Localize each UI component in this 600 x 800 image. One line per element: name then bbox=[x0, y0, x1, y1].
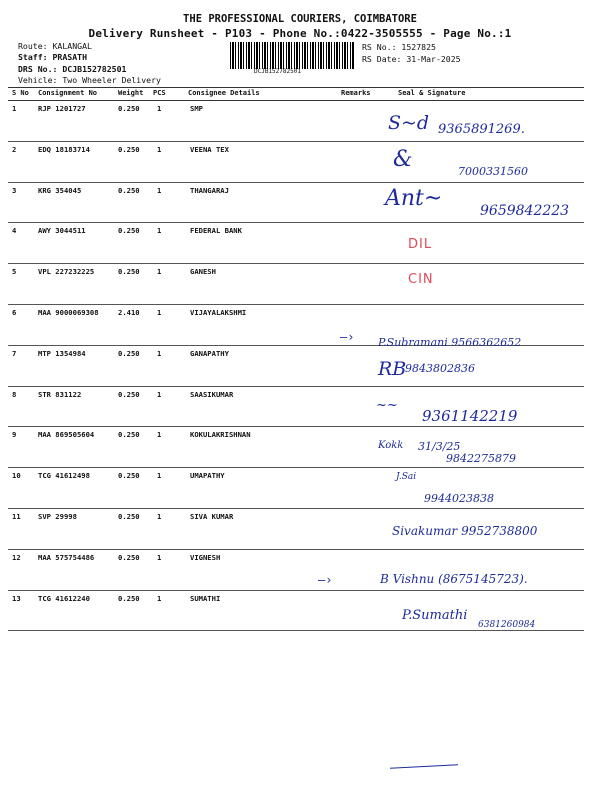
cell-consignment: MTP 1354984 bbox=[38, 348, 86, 358]
cell-sno: 13 bbox=[12, 593, 21, 603]
barcode-text: DCJB152782501 bbox=[254, 68, 301, 75]
cell-consignment: AWY 3044511 bbox=[38, 226, 86, 236]
cell-sno: 4 bbox=[12, 226, 17, 236]
signature-row-2: & bbox=[393, 147, 413, 172]
cell-consignee: GANAPATHY bbox=[190, 348, 229, 358]
cell-pcs: 1 bbox=[157, 144, 162, 154]
handwritten-phone-row-1: 9365891269. bbox=[438, 122, 525, 137]
cell-weight: 0.250 bbox=[118, 267, 140, 277]
cell-consignee: SMP bbox=[190, 104, 203, 113]
col-signature: Seal & Signature bbox=[398, 89, 466, 97]
cell-pcs: 1 bbox=[157, 185, 162, 195]
rs-number: RS No.: 1527825 bbox=[362, 42, 436, 52]
cell-pcs: 1 bbox=[157, 308, 162, 317]
cell-consignment: TCG 41612498 bbox=[38, 471, 90, 481]
table-row bbox=[8, 467, 584, 509]
cell-weight: 0.250 bbox=[118, 348, 140, 358]
cell-pcs: 1 bbox=[157, 471, 162, 481]
cell-consignee: SUMATHI bbox=[190, 593, 221, 603]
route-label: Route: KALANGAL bbox=[18, 41, 92, 51]
handwritten-phone-row-9: 9361142219 bbox=[422, 407, 518, 425]
cell-consignment: MAA 9000069308 bbox=[38, 308, 99, 317]
cell-consignment: EDQ 18183714 bbox=[38, 144, 90, 154]
handwritten-name-row-11: J.Sai bbox=[396, 472, 417, 482]
cell-consignment: STR 831122 bbox=[38, 389, 82, 399]
cell-weight: 0.250 bbox=[118, 226, 140, 236]
cell-consignment: RJP 1201727 bbox=[38, 104, 86, 113]
handwritten-receiver-row-13: B Vishnu (8675145723). bbox=[380, 572, 528, 586]
cell-consignment: SVP 29998 bbox=[38, 512, 77, 521]
cell-pcs: 1 bbox=[157, 552, 162, 562]
cell-pcs: 1 bbox=[157, 226, 162, 236]
cell-pcs: 1 bbox=[157, 430, 162, 440]
table-header bbox=[8, 87, 584, 101]
table-row bbox=[8, 222, 584, 264]
col-remarks: Remarks bbox=[341, 89, 371, 97]
cell-pcs: 1 bbox=[157, 348, 162, 358]
col-sno: S No bbox=[12, 89, 29, 97]
handwritten-name-row-14: P.Sumathi bbox=[402, 608, 468, 623]
cell-weight: 0.250 bbox=[118, 389, 140, 399]
cell-consignee: VIGNESH bbox=[190, 552, 221, 562]
handwritten-phone-row-14: 6381260984 bbox=[478, 620, 536, 630]
cell-consignee: VEENA TEX bbox=[190, 144, 229, 154]
col-consignee: Consignee Details bbox=[188, 89, 260, 97]
cell-consignee: SAASIKUMAR bbox=[190, 389, 234, 399]
drs-barcode bbox=[230, 42, 355, 69]
handwritten-receiver-row-7: P.Subramani 9566362652 bbox=[378, 336, 522, 349]
signature-row-3: Ant~ bbox=[385, 186, 443, 211]
handwritten-phone-row-10: 9842275879 bbox=[446, 452, 516, 465]
cell-consignment: VPL 227232225 bbox=[38, 267, 95, 277]
drs-label: DRS No.: DCJB152782501 bbox=[18, 64, 127, 74]
col-consignment: Consignment No bbox=[38, 89, 98, 97]
signature-row-8: RB bbox=[378, 358, 407, 380]
cell-weight: 0.250 bbox=[118, 552, 140, 562]
cell-weight: 2.410 bbox=[118, 308, 140, 317]
cell-sno: 5 bbox=[12, 267, 17, 277]
cell-pcs: 1 bbox=[157, 267, 162, 277]
cell-sno: 6 bbox=[12, 308, 17, 317]
arrow-mark-row-7: —› bbox=[340, 330, 355, 344]
cell-sno: 3 bbox=[12, 185, 17, 195]
cell-sno: 12 bbox=[12, 552, 21, 562]
signature-row-9: ~~ bbox=[376, 398, 398, 413]
cell-sno: 9 bbox=[12, 430, 17, 440]
col-pcs: PCS bbox=[153, 89, 166, 97]
cell-consignment: MAA 869505604 bbox=[38, 430, 95, 440]
cell-pcs: 1 bbox=[157, 389, 162, 399]
runsheet-title: THE PROFESSIONAL COURIERS, COIMBATORE bbox=[183, 13, 417, 25]
runsheet-subtitle: Delivery Runsheet - P103 - Phone No.:0422-3505555 - Page No.:1 bbox=[88, 27, 512, 40]
handwritten-phone-row-3: 9659842223 bbox=[480, 203, 570, 219]
cell-weight: 0.250 bbox=[118, 593, 140, 603]
cell-weight: 0.250 bbox=[118, 471, 140, 481]
handwritten-phone-row-8: 9843802836 bbox=[405, 362, 475, 375]
cell-pcs: 1 bbox=[157, 104, 162, 113]
cell-sno: 2 bbox=[12, 144, 17, 154]
rs-date: RS Date: 31-Mar-2025 bbox=[362, 54, 461, 64]
cell-consignee: VIJAYALAKSHMI bbox=[190, 308, 247, 317]
remark-row-4: DIL bbox=[408, 237, 433, 252]
cell-sno: 10 bbox=[12, 471, 21, 481]
handwritten-phone-row-2: 7000331560 bbox=[458, 165, 528, 178]
cell-consignee: GANESH bbox=[190, 267, 216, 277]
cell-consignee: UMAPATHY bbox=[190, 471, 225, 481]
cell-weight: 0.250 bbox=[118, 430, 140, 440]
cell-pcs: 1 bbox=[157, 593, 162, 603]
cell-consignee: KOKULAKRISHNAN bbox=[190, 430, 251, 440]
cell-sno: 7 bbox=[12, 348, 17, 358]
handwritten-phone-row-11: 9944023838 bbox=[424, 492, 494, 505]
cell-sno: 1 bbox=[12, 104, 17, 113]
cell-weight: 0.250 bbox=[118, 185, 140, 195]
cell-weight: 0.250 bbox=[118, 144, 140, 154]
cell-consignment: TCG 41612240 bbox=[38, 593, 90, 603]
handwritten-date-row-10: 31/3/25 bbox=[418, 440, 461, 453]
cell-weight: 0.250 bbox=[118, 512, 140, 521]
signature-row-10: Kokk bbox=[378, 440, 404, 451]
arrow-mark-row-13: —› bbox=[318, 573, 333, 587]
cell-pcs: 1 bbox=[157, 512, 162, 521]
cell-consignment: KRG 354045 bbox=[38, 185, 82, 195]
staff-label: Staff: PRASATH bbox=[18, 52, 88, 62]
col-weight: Weight bbox=[118, 89, 144, 97]
handwritten-receiver-row-12: Sivakumar 9952738800 bbox=[392, 524, 538, 538]
cell-consignee: SIVA KUMAR bbox=[190, 512, 234, 521]
cell-sno: 11 bbox=[12, 512, 21, 521]
table-row bbox=[8, 263, 584, 305]
stray-pen-mark bbox=[390, 764, 458, 769]
cell-consignee: FEDERAL BANK bbox=[190, 226, 242, 236]
vehicle-label: Vehicle: Two Wheeler Delivery bbox=[18, 75, 161, 85]
signature-row-1: S~d bbox=[388, 112, 430, 134]
cell-sno: 8 bbox=[12, 389, 17, 399]
cell-consignee: THANGARAJ bbox=[190, 185, 229, 195]
table-row bbox=[8, 345, 584, 387]
cell-weight: 0.250 bbox=[118, 104, 140, 113]
cell-consignment: MAA 575754486 bbox=[38, 552, 95, 562]
remark-row-5: CIN bbox=[408, 272, 434, 287]
